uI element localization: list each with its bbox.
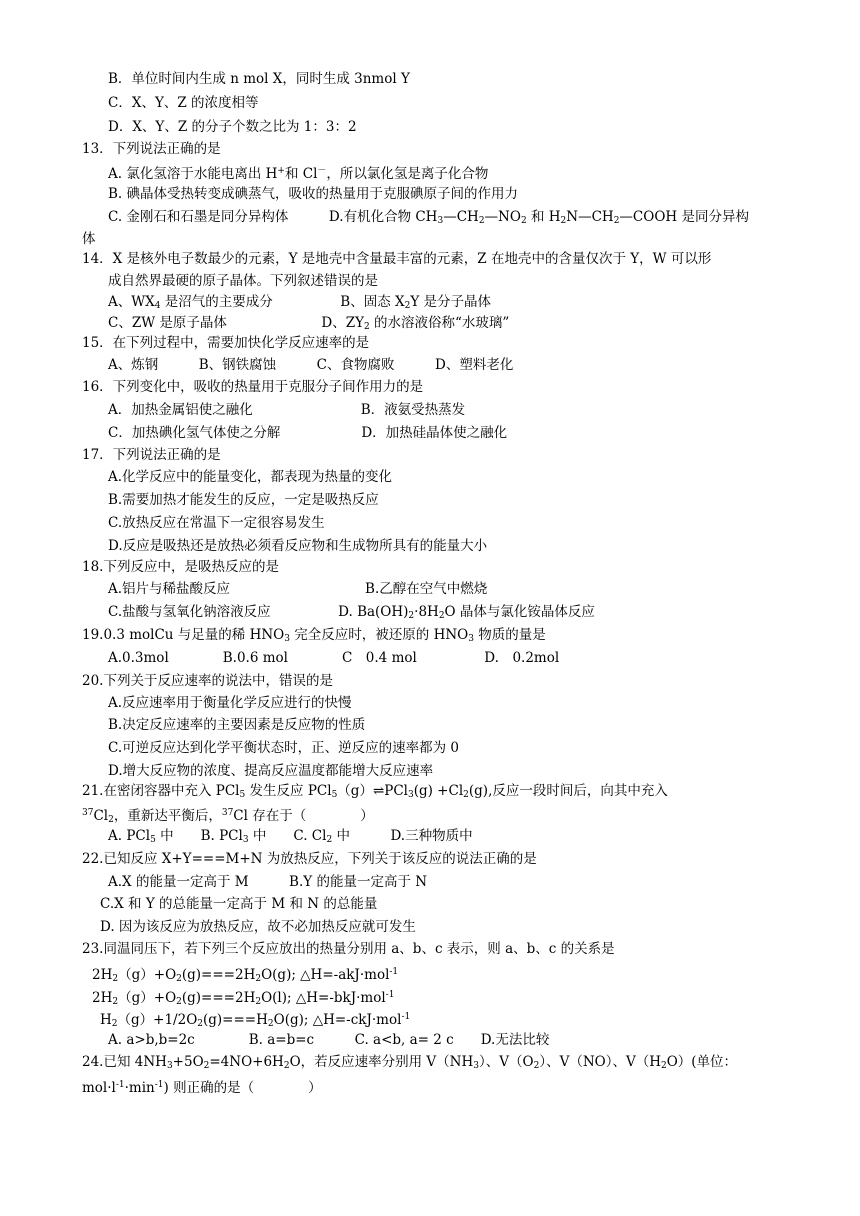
text-line: A.X 的能量一定高于 M B.Y 的能量一定高于 N	[108, 874, 428, 890]
text-line: 19.0.3 molCu 与足量的稀 $HNO_3$ 完全反应时，被还原的 $HNO_3$ 物质的量是	[82, 627, 546, 644]
text-line: 17．下列说法正确的是	[82, 447, 221, 463]
text-line: D. 因为该反应为放热反应，故不必加热反应就可发生	[100, 919, 416, 935]
text-line: 21.在密闭容器中充入 PCl$_5$ 发生反应 PCl$_5$（g）⇌PCl$_3$(g) $+Cl_2(g)$,反应一段时间后，向其中充入	[82, 783, 668, 800]
text-line: 22.已知反应 X+Y===M+N 为放热反应，下列关于该反应的说法正确的是	[82, 851, 537, 867]
text-line: 24.已知 $4NH_3+5O_2=4NO+6H_2O$，若反应速率分别用 $V(NH_3)$、$V(O_2)$、V（NO）、$V(H_2O)$(单位：	[82, 1054, 738, 1071]
text-line: A. 氯化氢溶于水能电离出 H+和 Cl－，所以氯化氢是离子化合物	[108, 166, 489, 182]
text-line: $mol\cdot l^{-1}\cdot\min^{-1}$) 则正确的是（ ）	[82, 1080, 322, 1096]
text-line: 20.下列关于反应速率的说法中，错误的是	[82, 673, 333, 689]
text-line: D.反应是吸热还是放热必须看反应物和生成物所具有的能量大小	[108, 538, 488, 554]
text-line: 14．X 是核外电子数最少的元素，Y 是地壳中含量最丰富的元素，Z 在地壳中的含量仅次于 Y，W 可以形	[82, 251, 712, 267]
text-line: $^{37}Cl_2$，重新达平衡后，$^{37}$Cl 存在于（ ）	[82, 808, 374, 825]
text-line: A.反应速率用于衡量化学反应进行的快慢	[108, 695, 352, 711]
text-line: C.盐酸与氢氧化钠溶液反应 D. $Ba(OH)_2\cdot 8H_2O$ 晶体与氯化铵晶体反应	[108, 604, 595, 621]
text-line: A.铝片与稀盐酸反应 B.乙醇在空气中燃烧	[108, 581, 488, 597]
text-line: B．单位时间内生成 n mol X，同时生成 3nmol Y	[108, 71, 410, 87]
text-line: A. a>b,b=2c B. a=b=c C. a<b, a= 2 c D.无法比较	[108, 1032, 550, 1048]
text-line: $2H_2(g)+O_2(g)===2H_2O(g)$; △H=-akJ·mol$^{-1}$	[92, 967, 399, 984]
text-line: 15．在下列过程中，需要加快化学反应速率的是	[82, 335, 370, 351]
text-line: 16．下列变化中，吸收的热量用于克服分子间作用力的是	[82, 379, 424, 395]
text-line: C.放热反应在常温下一定很容易发生	[108, 515, 325, 531]
text-line: A.0.3mol B.0.6 mol C 0.4 mol D. 0.2mol	[108, 650, 560, 666]
text-line: D.增大反应物的浓度、提高反应温度都能增大反应速率	[108, 763, 434, 779]
text-line: C.可逆反应达到化学平衡状态时，正、逆反应的速率都为 0	[108, 740, 460, 756]
text-line: B. 碘晶体受热转变成碘蒸气，吸收的热量用于克服碘原子间的作用力	[108, 186, 519, 202]
text-line: 18.下列反应中，是吸热反应的是	[82, 559, 279, 575]
text-line: C．X、Y、Z 的浓度相等	[108, 95, 259, 111]
text-line: A、炼钢 B、钢铁腐蚀 C、食物腐败 D、塑料老化	[108, 357, 514, 373]
text-line: C、ZW 是原子晶体 D、$ZY_2$ 的水溶液俗称“水玻璃”	[108, 315, 510, 332]
text-line: A．加热金属铝使之融化 B．液氨受热蒸发	[108, 402, 466, 418]
text-line: 体	[82, 231, 96, 247]
text-line: C.X 和 Y 的总能量一定高于 M 和 N 的总能量	[100, 896, 378, 912]
text-line: 13．下列说法正确的是	[82, 141, 221, 157]
text-line: C．加热碘化氢气体使之分解 D．加热硅晶体使之融化	[108, 425, 508, 441]
text-line: A、$WX_4$ 是沼气的主要成分 B、固态 $X_2Y$ 是分子晶体	[108, 294, 492, 311]
text-line: $2H_2(g)+O_2(g)===2H_2O(l)$; △H=-bkJ·mol$^{-1}$	[92, 990, 395, 1007]
text-line: 成自然界最硬的原子晶体。下列叙述错误的是	[108, 273, 378, 289]
text-line: 23.同温同压下，若下列三个反应放出的热量分别用 a、b、c 表示，则 a、b、c 的关系是	[82, 941, 615, 957]
text-line: A.化学反应中的能量变化，都表现为热量的变化	[108, 469, 393, 485]
text-line: A. PCl$_5$ 中 B. PCl$_3$ 中 C. $Cl_2$ 中 D.三种物质中	[108, 828, 473, 845]
text-line: C. 金刚石和石墨是同分异构体 D.有机化合物 $CH_3—CH_2—NO_2$ 和 $H_2N—CH_2—COOH$ 是同分异构	[108, 209, 749, 226]
text-line: $H_2(g)+1/2O_2(g)===H_2O(g)$; △H=-ckJ·mol$^{-1}$	[100, 1012, 411, 1029]
text-line: B.决定反应速率的主要因素是反应物的性质	[108, 717, 366, 733]
text-line: B.需要加热才能发生的反应，一定是吸热反应	[108, 492, 379, 508]
text-line: D．X、Y、Z 的分子个数之比为 1：3：2	[108, 119, 357, 135]
